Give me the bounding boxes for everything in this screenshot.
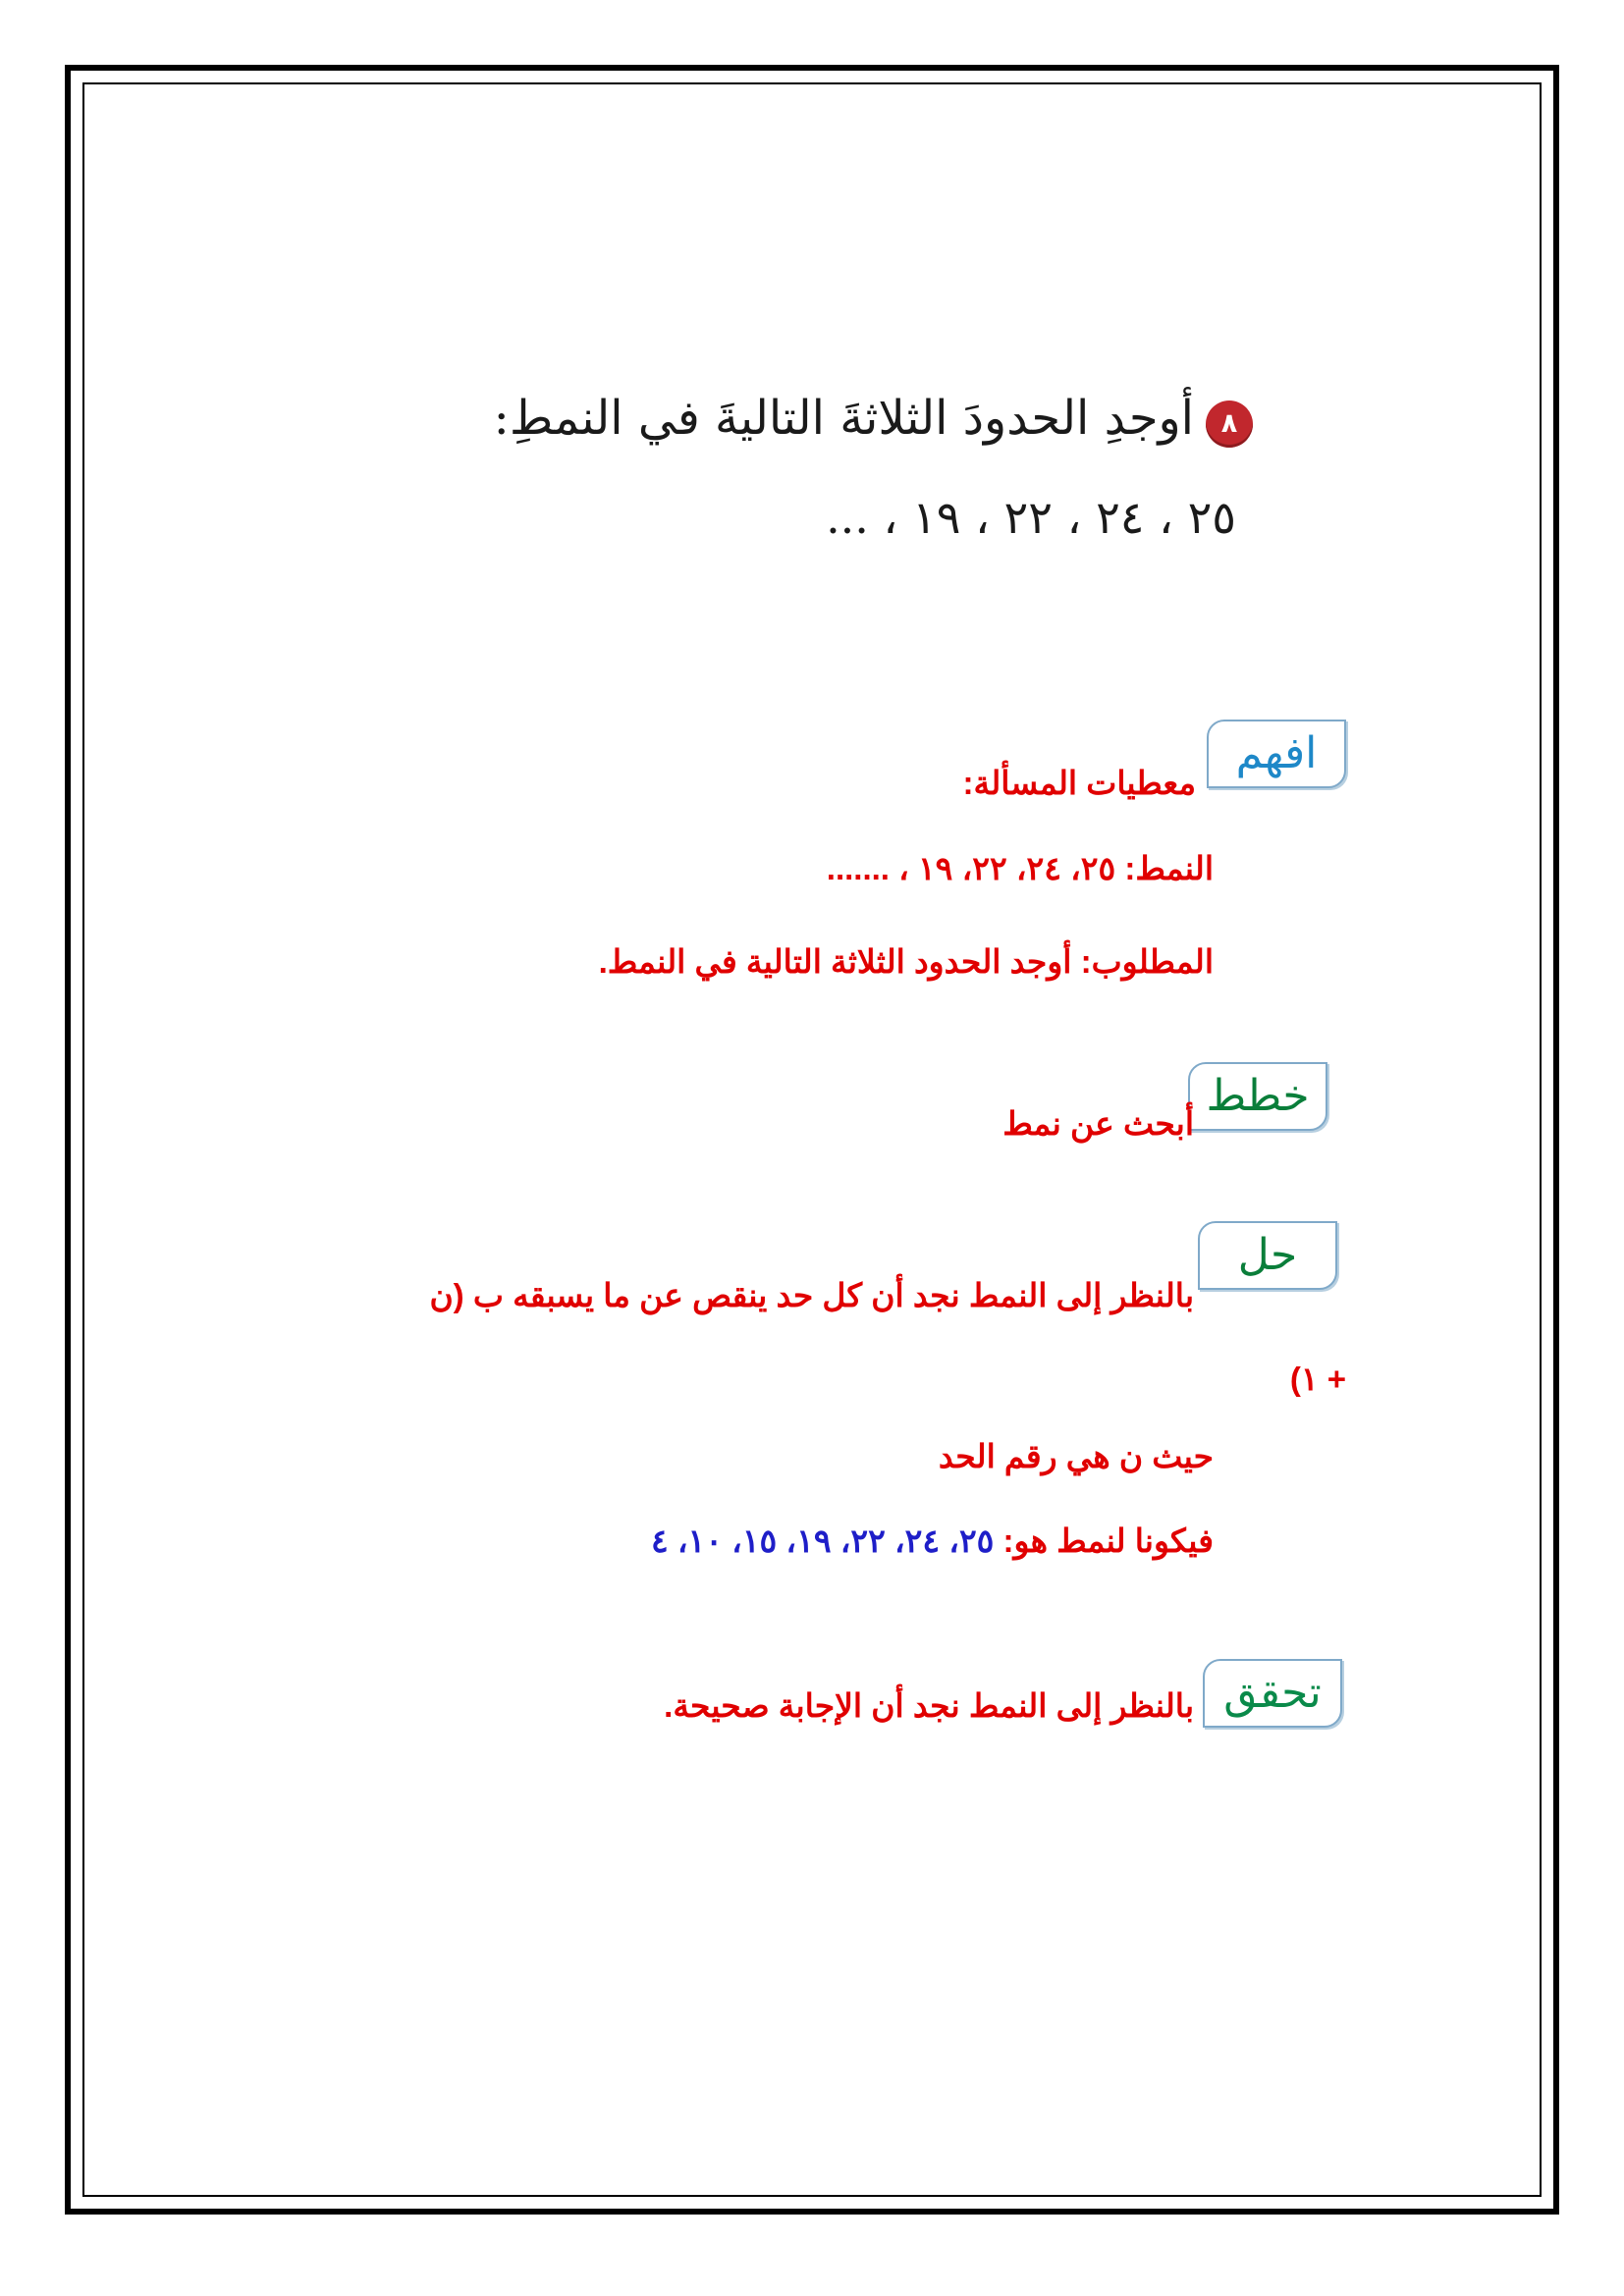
solve-line-1-continued: + ١) xyxy=(1289,1361,1346,1397)
solve-line-3-prefix: فيكونا لنمط هو: xyxy=(994,1522,1214,1559)
understand-heading: معطيات المسألة: xyxy=(962,765,1196,801)
solve-label: حل xyxy=(1198,1221,1337,1290)
solve-line-3-values: ٢٥، ٢٤، ٢٢، ١٩، ١٥، ١٠، ٤ xyxy=(650,1522,995,1559)
understand-required: المطلوب: أوجد الحدود الثلاثة التالية في النمط. xyxy=(598,943,1214,980)
understand-pattern: النمط: ٢٥، ٢٤، ٢٢، ١٩ ، ....... xyxy=(826,850,1214,886)
solve-line-2: حيث ن هي رقم الحد xyxy=(938,1438,1214,1474)
solve-line-1: بالنظر إلى النمط نجد أن كل حد ينقص عن ما يسبقه ب (ن xyxy=(429,1277,1194,1313)
plan-label: خطط xyxy=(1188,1062,1327,1131)
problem-title: أوجدِ الحدودَ الثلاثةَ التاليةَ في النمطِ: xyxy=(493,391,1194,446)
problem-number-badge: ٨ xyxy=(1206,400,1253,448)
problem-sequence: ٢٥ ، ٢٤ ، ٢٢ ، ١٩ ، ... xyxy=(826,491,1236,544)
solve-line-3 xyxy=(651,1522,1214,1560)
understand-label: افهم xyxy=(1207,720,1346,788)
plan-text: أبحث عن نمط xyxy=(1002,1105,1194,1142)
check-label: تحقق xyxy=(1203,1659,1342,1728)
check-text: بالنظر إلى النمط نجد أن الإجابة صحيحة. xyxy=(664,1687,1194,1724)
